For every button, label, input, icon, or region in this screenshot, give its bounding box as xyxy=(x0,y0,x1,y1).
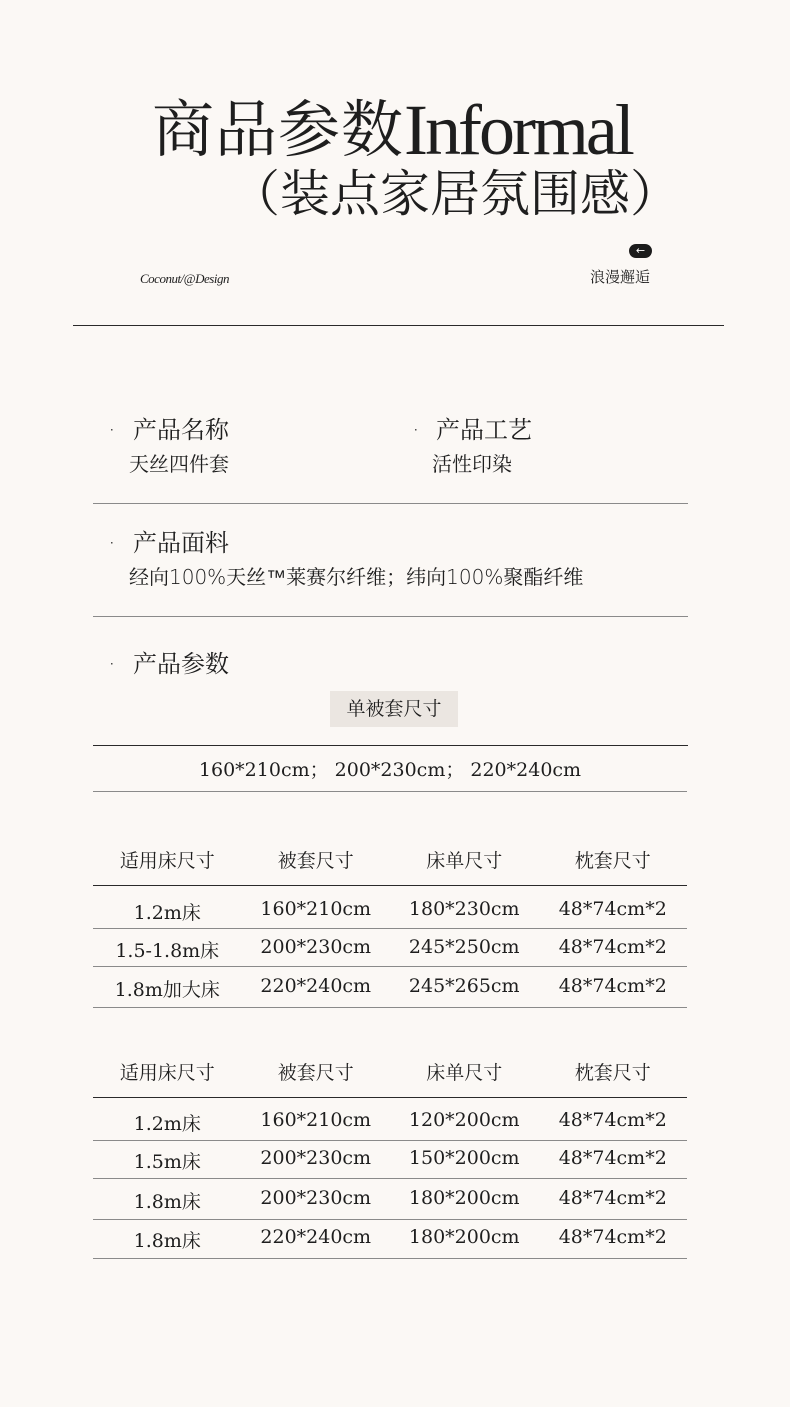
product-fabric-value: 经向100%天丝™莱赛尔纤维；纬向100%聚酯纤维 xyxy=(129,565,584,589)
table-cell: 1.5m床 xyxy=(133,1151,201,1173)
product-craft-label: 产品工艺 xyxy=(436,416,532,444)
bullet-params: · xyxy=(108,650,116,678)
table-cell: 48*74cm*2 xyxy=(558,1226,667,1248)
table-cell: 180*200cm xyxy=(408,1187,520,1209)
single-duvet-sizes: 160*210cm； 200*230cm； 220*240cm xyxy=(198,759,582,781)
brand-label: Coconut/@Design xyxy=(140,271,229,286)
table-cell: 1.5-1.8m床 xyxy=(115,940,220,962)
single-duvet-size-tag: 单被套尺寸 xyxy=(330,691,458,727)
table-cell: 220*240cm xyxy=(260,1226,372,1248)
table-row xyxy=(93,1187,687,1214)
table-cell: 160*210cm xyxy=(260,898,372,920)
sizes-bottom-rule xyxy=(93,791,687,792)
column-header: 被套尺寸 xyxy=(277,850,354,872)
table-cell: 180*230cm xyxy=(408,898,520,920)
table-row xyxy=(93,975,687,1002)
section-divider xyxy=(93,616,688,617)
table-cell: 1.8m加大床 xyxy=(114,979,220,1001)
table-cell: 150*200cm xyxy=(408,1147,520,1169)
table-cell: 200*230cm xyxy=(260,1147,372,1169)
table-cell: 1.8m床 xyxy=(133,1230,201,1252)
table-cell: 120*200cm xyxy=(408,1109,520,1131)
product-craft-value: 活性印染 xyxy=(432,452,512,476)
table-header xyxy=(93,846,687,873)
product-fabric-label: 产品面料 xyxy=(133,529,229,557)
column-header: 适用床尺寸 xyxy=(119,1062,215,1084)
table-cell: 245*250cm xyxy=(408,936,520,958)
column-header: 枕套尺寸 xyxy=(574,850,651,872)
bullet-craft: · xyxy=(412,416,420,444)
product-name-value: 天丝四件套 xyxy=(129,452,229,476)
table-cell: 160*210cm xyxy=(260,1109,372,1131)
page-subtitle: （装点家居氛围感） xyxy=(230,165,680,223)
table-cell: 200*230cm xyxy=(260,1187,372,1209)
sizes-top-rule xyxy=(93,745,688,746)
column-header: 被套尺寸 xyxy=(277,1062,354,1084)
table-cell: 200*230cm xyxy=(260,936,372,958)
section-divider xyxy=(93,503,688,504)
arrow-left-icon: ← xyxy=(629,244,652,258)
table-cell: 1.2m床 xyxy=(133,1113,201,1135)
row-divider xyxy=(93,1007,687,1008)
table-cell: 48*74cm*2 xyxy=(558,1147,667,1169)
column-header: 枕套尺寸 xyxy=(574,1062,651,1084)
tagline: 浪漫邂逅 xyxy=(590,268,651,286)
header-divider xyxy=(73,325,724,326)
table-cell: 245*265cm xyxy=(408,975,520,997)
table-cell: 48*74cm*2 xyxy=(558,936,667,958)
table-cell: 48*74cm*2 xyxy=(558,1187,667,1209)
column-header: 床单尺寸 xyxy=(426,1062,503,1084)
bullet-name: · xyxy=(108,416,116,444)
table-row xyxy=(93,1226,687,1253)
table-cell: 1.8m床 xyxy=(133,1191,201,1213)
table-cell: 48*74cm*2 xyxy=(558,975,667,997)
product-params-label: 产品参数 xyxy=(133,650,229,678)
product-name-label: 产品名称 xyxy=(133,416,229,444)
table-cell: 48*74cm*2 xyxy=(558,1109,667,1131)
table-row xyxy=(93,1109,687,1136)
table-cell: 180*200cm xyxy=(408,1226,520,1248)
table-cell: 48*74cm*2 xyxy=(558,898,667,920)
table-row xyxy=(93,936,687,963)
table-header xyxy=(93,1058,687,1085)
table-cell: 220*240cm xyxy=(260,975,372,997)
page-title-en: Informal xyxy=(404,90,632,170)
table-header-rule xyxy=(93,1097,687,1098)
bullet-fabric: · xyxy=(108,529,116,557)
column-header: 适用床尺寸 xyxy=(119,850,215,872)
table-cell: 1.2m床 xyxy=(133,902,201,924)
row-divider xyxy=(93,1178,687,1179)
table-row xyxy=(93,898,687,925)
row-divider xyxy=(93,1258,687,1259)
row-divider xyxy=(93,928,687,929)
row-divider xyxy=(93,966,687,967)
page-title-cn: 商品参数 xyxy=(152,93,405,166)
column-header: 床单尺寸 xyxy=(426,850,503,872)
row-divider xyxy=(93,1219,687,1220)
row-divider xyxy=(93,1140,687,1141)
table-row xyxy=(93,1147,687,1174)
table-header-rule xyxy=(93,885,687,886)
